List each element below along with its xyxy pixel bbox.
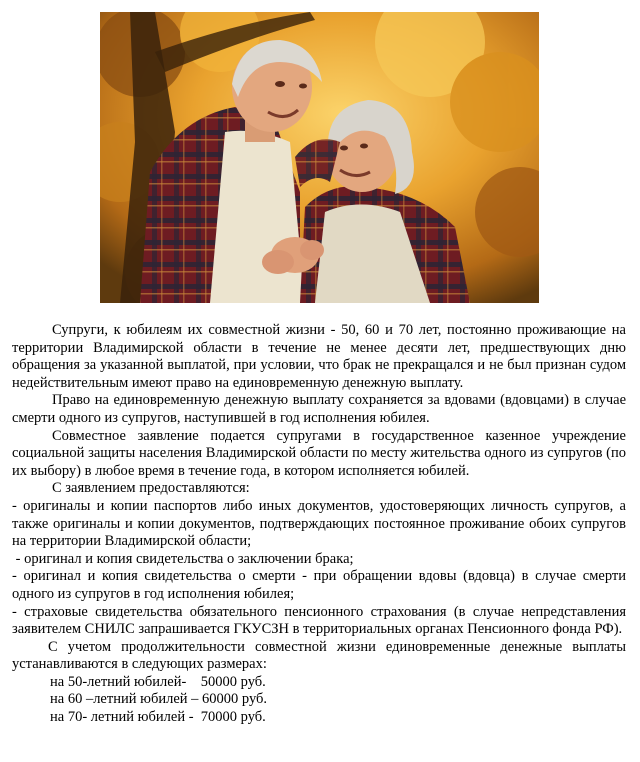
couple-photo [100, 12, 539, 303]
article-text [12, 322, 626, 727]
document-item: - оригинал и копия свидетельства о заключении брака; [12, 550, 354, 567]
payment-60: на 60 –летний юбилей – 60000 руб. [50, 691, 268, 708]
paragraph-eligibility: Супруги, к юбилеям их совместной жизни - 50, 60 и 70 лет, постоянно проживающие на территории Владимирской области в течение не менее десяти лет, предшествующих дню обращения за указанной выплатой, при условии, что брак не прекращался и не был признан судом недействительным имеют право на единовременную денежную выплату. [12, 322, 626, 391]
document-item: - страховые свидетельства обязательного пенсионного страхования (в случае непредставления заявителем СНИЛС запрашивается ГКУСЗН в территориальных органах Пенсионного фонда РФ). [12, 603, 626, 638]
paragraph-application: Совместное заявление подается супругами в государственное казенное учреждение социальной защиты населения Владимирской области по месту жительства одного из супругов (по их выбору) в любое время в течение года, в котором исполняется юбилей. [12, 427, 626, 479]
documents-intro: С заявлением предоставляются: [52, 480, 250, 497]
payments-intro: С учетом продолжительности совместной жизни единовременные денежные выплаты устанавливаются в следующих размерах: [12, 638, 626, 673]
payment-70: на 70- летний юбилей - 70000 руб. [50, 709, 266, 726]
paragraph-widows: Право на единовременную денежную выплату сохраняется за вдовами (вдовцами) в случае смерти одного из супругов, наступившей в год исполнения юбилея. [12, 392, 626, 426]
document-item: - оригиналы и копии паспортов либо иных документов, удостоверяющих личность супругов, а также оригиналы и копии документов, подтверждающих постоянное проживание обоих супругов на территории Владимирской области; [12, 497, 626, 550]
document-item: - оригинал и копия свидетельства о смерти - при обращении вдовы (вдовца) в случае смерти одного из супругов в год исполнения юбилея; [12, 568, 626, 602]
payment-50: на 50-летний юбилей- 50000 руб. [50, 673, 266, 690]
